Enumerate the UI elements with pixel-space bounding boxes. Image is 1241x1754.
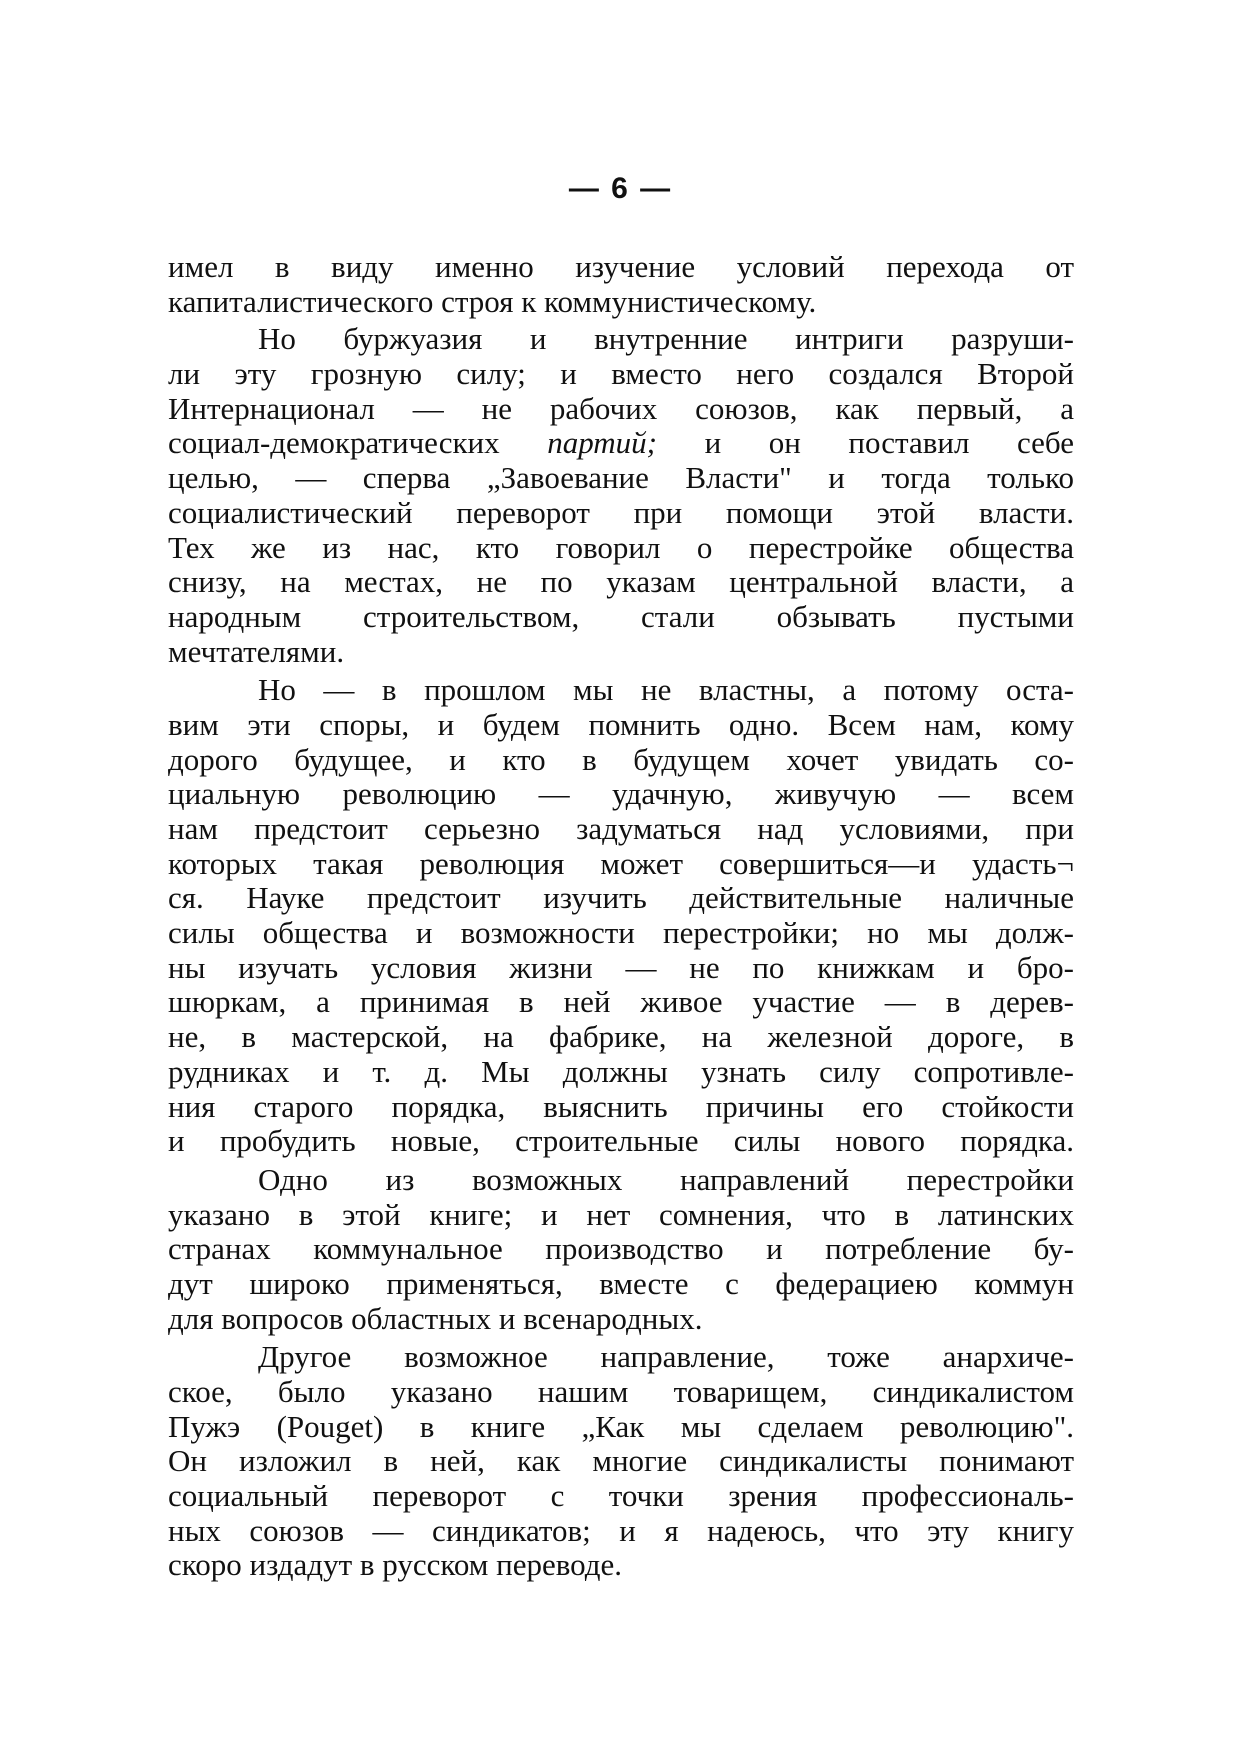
text-line-with-emphasis bbox=[168, 426, 1074, 461]
text-line: шюркам, а принимая в ней живое участие — в дерев- bbox=[168, 984, 1074, 1020]
text-fragment: социал-демократических bbox=[168, 425, 548, 461]
paragraph-2 bbox=[168, 322, 1074, 669]
text-line: указано в этой книге; и нет сомнения, что в латинских bbox=[168, 1196, 1074, 1232]
text-line: мечтателями. bbox=[168, 633, 345, 669]
paragraph-3 bbox=[168, 673, 1074, 1159]
text-line: Одно из возможных направлений перестройки bbox=[258, 1161, 1074, 1197]
text-line: Но буржуазия и внутренние интриги разруши- bbox=[258, 321, 1074, 357]
text-line: Тех же из нас, кто говорил о перестройке общества bbox=[168, 529, 1074, 565]
text-line: снизу, на местах, не по указам центральной власти, а bbox=[168, 564, 1074, 600]
text-line: которых такая революция может совершиться—и удасть¬ bbox=[168, 845, 1074, 881]
text-line: ны изучать условия жизни — не по книжкам и бро- bbox=[168, 949, 1074, 985]
paragraph-5 bbox=[168, 1340, 1074, 1583]
page-number: — 6 — bbox=[568, 172, 673, 205]
text-line: Но — в прошлом мы не властны, а потому оста- bbox=[258, 672, 1074, 708]
text-line: для вопросов областных и всенародных. bbox=[168, 1300, 703, 1336]
italic-word-parties: партий; bbox=[547, 425, 657, 461]
text-line: не, в мастерской, на фабрике, на железной дороге, в bbox=[168, 1019, 1074, 1055]
text-line: дут широко применяться, вместе с федерациею коммун bbox=[168, 1265, 1074, 1301]
text-line: рудниках и т. д. Мы должны узнать силу сопротивле- bbox=[168, 1053, 1074, 1089]
paragraph-4 bbox=[168, 1163, 1074, 1336]
text-line: ных союзов — синдикатов; и я надеюсь, что эту книгу bbox=[168, 1512, 1074, 1548]
text-line: циальную революцию — удачную, живучую — всем bbox=[168, 776, 1074, 812]
text-line: и пробудить новые, строительные силы нового порядка. bbox=[168, 1123, 1074, 1159]
text-line: силы общества и возможности перестройки; но мы долж- bbox=[168, 915, 1074, 951]
text-line: скоро издадут в русском переводе. bbox=[168, 1547, 623, 1583]
text-fragment: и он поставил себе bbox=[657, 425, 1075, 461]
text-line: имел в виду именно изучение условий перехода от bbox=[168, 249, 1074, 284]
text-line: социальный переворот с точки зрения профессиональ- bbox=[168, 1478, 1074, 1514]
text-line: ся. Науке предстоит изучить действительные наличные bbox=[168, 880, 1074, 916]
text-line: народным строительством, стали обзывать пустыми bbox=[168, 598, 1074, 634]
text-line: вим эти споры, и будем помнить одно. Всем нам, кому bbox=[168, 706, 1074, 742]
text-line: Он изложил в ней, как многие синдикалисты понимают bbox=[168, 1443, 1074, 1479]
text-line: ское, было указано нашим товарищем, синдикалистом bbox=[168, 1374, 1074, 1409]
text-line: целью, — сперва „Завоевание Власти" и тогда только bbox=[168, 460, 1074, 496]
text-line: странах коммунальное производство и потребление бу- bbox=[168, 1231, 1074, 1267]
text-line: ния старого порядка, выяснить причины его стойкости bbox=[168, 1088, 1074, 1124]
text-line: ли эту грозную силу; и вместо него создался Второй bbox=[168, 356, 1074, 392]
text-body bbox=[168, 250, 1074, 1586]
paragraph-1 bbox=[168, 250, 1074, 319]
text-line: Другое возможное направление, тоже анархиче- bbox=[258, 1339, 1074, 1375]
text-line: Пужэ (Pouget) в книге „Как мы сделаем революцию". bbox=[168, 1408, 1074, 1444]
text-line: капиталистического строя к коммунистическому. bbox=[168, 283, 817, 319]
text-line: нам предстоит серьезно задуматься над условиями, при bbox=[168, 811, 1074, 846]
text-line: Интернационал — не рабочих союзов, как первый, а bbox=[168, 390, 1074, 426]
text-line: социалистический переворот при помощи этой власти. bbox=[168, 494, 1074, 530]
text-line: дорого будущее, и кто в будущем хочет увидать со- bbox=[168, 741, 1074, 777]
